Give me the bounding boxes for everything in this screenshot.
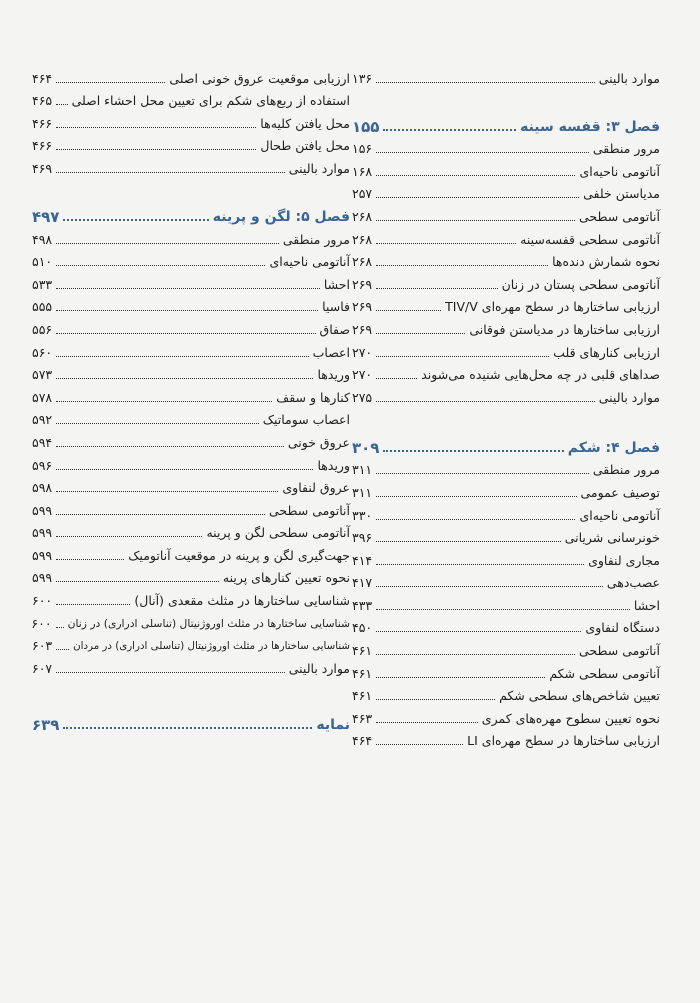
toc-entry <box>352 225 660 248</box>
page-number: ۵۹۲ <box>32 412 53 428</box>
toc-entry <box>32 248 350 271</box>
dot-leader <box>56 536 202 537</box>
page-number: ۴۶۴ <box>32 70 53 86</box>
toc-entry <box>352 569 660 592</box>
toc-entry <box>352 704 660 727</box>
dot-leader <box>376 175 575 176</box>
entry-title: آناتومی سطحی <box>579 643 660 659</box>
toc-entry <box>32 109 350 132</box>
page-number: ۵۱۰ <box>32 254 53 270</box>
entry-title: اعصاب <box>312 344 350 360</box>
entry-title: عروق خونی <box>287 434 350 450</box>
page-number: ۵۵۶ <box>32 321 53 337</box>
entry-title: شناسایی ساختارها در مثلث مقعدی (آنال) <box>134 593 350 609</box>
page-number: ۵۹۹ <box>32 547 53 563</box>
page-number: ۴۶۶ <box>32 138 53 154</box>
toc-entry <box>32 225 350 248</box>
entry-title: آناتومی ناحیه‌ای <box>579 163 660 179</box>
dot-leader <box>56 446 284 447</box>
page-number: ۱۶۸ <box>352 163 373 179</box>
dot-leader <box>376 197 579 198</box>
entry-title: ارزیابی ساختارها در مدیاستن فوقانی <box>469 321 660 337</box>
dot-leader <box>376 401 595 402</box>
entry-title: مجاری لنفاوی <box>588 552 660 568</box>
page-number: ۶۰۰ <box>32 593 53 609</box>
entry-title: جهت‌گیری لگن و پرینه در موقعیت آناتومیک <box>128 547 350 563</box>
dot-leader <box>63 727 312 729</box>
dot-leader <box>63 219 208 221</box>
page-number: ۶۳۹ <box>32 715 60 734</box>
page-number: ۶۰۷ <box>32 660 53 676</box>
entry-title: مرور منطقی <box>592 141 660 157</box>
toc-entry <box>352 456 660 479</box>
entry-title: تعیین شاخص‌های سطحی شکم <box>499 688 660 704</box>
dot-leader <box>56 627 64 628</box>
toc-entry <box>352 180 660 203</box>
dot-leader <box>383 129 516 131</box>
entry-title: عصب‌دهی <box>606 575 660 591</box>
toc-entry <box>32 315 350 338</box>
page-number: ۴۵۰ <box>352 620 373 636</box>
chapter-title: فصل ۵: لگن و پرینه <box>212 208 350 225</box>
section-spacer <box>352 406 660 430</box>
dot-leader <box>376 744 463 745</box>
dot-leader <box>376 265 548 266</box>
page-number: ۴۶۶ <box>32 115 53 131</box>
page-number: ۱۵۶ <box>352 141 373 157</box>
page-number: ۵۹۸ <box>32 480 53 496</box>
entry-title: احشا <box>323 276 350 292</box>
page-number: ۴۹۷ <box>32 207 60 226</box>
toc-entry <box>32 541 350 564</box>
entry-title: صفاق <box>319 321 350 337</box>
toc-entry <box>32 87 350 110</box>
page-number: ۴۶۵ <box>32 93 53 109</box>
dot-leader <box>56 82 165 83</box>
entry-title: دستگاه لنفاوی <box>585 620 660 636</box>
toc-entry <box>32 270 350 293</box>
dot-leader <box>56 172 285 173</box>
toc-entry <box>352 338 660 361</box>
dot-leader <box>56 423 259 424</box>
page-number: ۴۳۳ <box>352 597 373 613</box>
toc-entry <box>352 270 660 293</box>
entry-title: ارزیابی ساختارها در سطح مهره‌ای LI <box>467 733 660 749</box>
entry-title: ارزیابی کنارهای قلب <box>553 344 660 360</box>
toc-entry <box>352 157 660 180</box>
chapter-title: فصل ۴: شکم <box>567 439 660 456</box>
dot-leader <box>56 243 279 244</box>
dot-leader <box>376 220 575 221</box>
toc-entry <box>32 609 350 632</box>
entry-title: موارد بالینی <box>598 70 660 86</box>
dot-leader <box>376 356 549 357</box>
entry-title: موارد بالینی <box>288 160 350 176</box>
entry-title: نحوه تعیین کنارهای پرینه <box>222 570 350 586</box>
dot-leader <box>376 609 630 610</box>
page-number: ۴۶۱ <box>352 665 373 681</box>
page-number: ۴۶۴ <box>352 733 373 749</box>
toc-entry <box>352 727 660 750</box>
toc-entry <box>352 659 660 682</box>
page-number: ۵۹۶ <box>32 457 53 473</box>
dot-leader <box>376 699 495 700</box>
page-number: ۳۹۶ <box>352 530 373 546</box>
toc-entry <box>32 496 350 519</box>
entry-title: آناتومی سطحی پستان در زنان <box>501 276 660 292</box>
entry-title: نحوه تعیین سطوح مهره‌های کمری <box>481 710 660 726</box>
entry-title: توصیف عمومی <box>580 484 660 500</box>
chapter-heading <box>32 707 350 733</box>
toc-entry <box>32 654 350 677</box>
toc-entry <box>352 383 660 406</box>
entry-title: نحوه شمارش دنده‌ها <box>552 254 660 270</box>
dot-leader <box>56 604 130 605</box>
page-number: ۲۶۸ <box>352 231 373 247</box>
toc-entry <box>32 383 350 406</box>
toc-entry <box>32 132 350 155</box>
entry-title: شناسایی ساختارها در مثلث اوروژنیتال (تناسلی ادراری) در مردان <box>73 640 350 653</box>
page-number: ۲۷۰ <box>352 367 373 383</box>
dot-leader <box>376 654 575 655</box>
entry-title: موارد بالینی <box>598 389 660 405</box>
dot-leader <box>56 514 265 515</box>
chapter-heading <box>32 199 350 225</box>
entry-title: فاسیا <box>322 299 350 315</box>
dot-leader <box>56 288 320 289</box>
toc-entry <box>32 293 350 316</box>
entry-title: احشا <box>633 597 660 613</box>
page-number: ۳۱۱ <box>352 462 373 478</box>
page-number: ۴۶۱ <box>352 688 373 704</box>
dot-leader <box>376 288 497 289</box>
dot-leader <box>376 243 516 244</box>
page-number: ۶۰۳ <box>32 638 53 654</box>
page-number: ۵۷۸ <box>32 389 53 405</box>
dot-leader <box>56 378 313 379</box>
dot-leader <box>56 649 69 650</box>
page-number: ۵۹۹ <box>32 525 53 541</box>
chapter-heading <box>352 430 660 456</box>
toc-entry <box>352 135 660 158</box>
page-number: ۱۳۶ <box>352 70 373 86</box>
chapter-heading <box>352 109 660 135</box>
dot-leader <box>56 149 256 150</box>
section-spacer <box>352 87 660 109</box>
toc-entry <box>352 248 660 271</box>
dot-leader <box>56 401 272 402</box>
page-number: ۴۱۷ <box>352 575 373 591</box>
page-number: ۴۱۴ <box>352 552 373 568</box>
toc-entry <box>352 202 660 225</box>
dot-leader <box>56 333 315 334</box>
page-number: ۲۵۷ <box>352 186 373 202</box>
dot-leader <box>56 491 278 492</box>
page-number: ۲۶۸ <box>352 254 373 270</box>
entry-title: استفاده از ربع‌های شکم برای تعیین محل احشاء اصلی <box>71 93 350 109</box>
dot-leader <box>376 310 441 311</box>
toc-entry <box>352 478 660 501</box>
entry-title: آناتومی سطحی <box>579 208 660 224</box>
entry-title: مرور منطقی <box>282 231 350 247</box>
page-number: ۲۷۰ <box>352 344 373 360</box>
entry-title: آناتومی سطحی <box>269 502 350 518</box>
entry-title: آناتومی سطحی شکم <box>549 665 660 681</box>
entry-title: عروق لنفاوی <box>282 480 350 496</box>
entry-title: آناتومی سطحی لگن و پرینه <box>206 525 350 541</box>
dot-leader <box>56 104 67 105</box>
toc-entry <box>32 428 350 451</box>
page-number: ۳۱۱ <box>352 484 373 500</box>
toc-entry <box>32 406 350 429</box>
page-number: ۴۶۱ <box>352 643 373 659</box>
page-number: ۲۶۸ <box>352 208 373 224</box>
entry-title: ارزیابی ساختارها در سطح مهره‌ای TIV/V <box>445 299 660 315</box>
toc-entry <box>32 64 350 87</box>
page-number: ۴۶۹ <box>32 160 53 176</box>
toc-column-right <box>352 64 660 749</box>
page-number: ۵۹۹ <box>32 502 53 518</box>
toc-entry <box>32 154 350 177</box>
dot-leader <box>376 82 595 83</box>
toc-entry <box>32 586 350 609</box>
page-number: ۵۵۵ <box>32 299 53 315</box>
page-number: ۵۶۰ <box>32 344 53 360</box>
dot-leader <box>376 631 581 632</box>
toc-entry <box>32 632 350 655</box>
toc-entry <box>352 293 660 316</box>
entry-title: موارد بالینی <box>288 660 350 676</box>
toc-entry <box>352 682 660 705</box>
toc-entry <box>352 636 660 659</box>
toc-entry <box>352 64 660 87</box>
dot-leader <box>56 356 308 357</box>
entry-title: اعصاب سوماتیک <box>262 412 350 428</box>
page-number: ۳۰۹ <box>352 438 380 457</box>
toc-entry <box>32 474 350 497</box>
page-number: ۵۳۳ <box>32 276 53 292</box>
dot-leader <box>56 559 124 560</box>
dot-leader <box>56 310 318 311</box>
entry-title: خونرسانی شریانی <box>564 530 660 546</box>
page-number: ۴۶۳ <box>352 710 373 726</box>
dot-leader <box>56 127 256 128</box>
toc-entry <box>352 591 660 614</box>
page-number: ۱۵۵ <box>352 117 380 136</box>
dot-leader <box>56 469 313 470</box>
dot-leader <box>376 586 603 587</box>
entry-title: وریدها <box>317 457 350 473</box>
chapter-title: فصل ۳: قفسه سینه <box>520 118 660 135</box>
toc-entry <box>352 315 660 338</box>
toc-entry <box>32 338 350 361</box>
entry-title: آناتومی ناحیه‌ای <box>579 507 660 523</box>
section-spacer <box>32 177 350 199</box>
entry-title: ارزیابی موقعیت عروق خونی اصلی <box>169 70 350 86</box>
page-number: ۶۰۰ <box>31 615 52 631</box>
entry-title: مرور منطقی <box>592 462 660 478</box>
dot-leader <box>376 378 417 379</box>
toc-entry <box>32 564 350 587</box>
dot-leader <box>376 333 465 334</box>
dot-leader <box>56 672 285 673</box>
section-spacer <box>32 677 350 707</box>
page-number: ۵۹۴ <box>32 434 53 450</box>
entry-title: مدیاستن خلفی <box>583 186 660 202</box>
dot-leader <box>376 541 561 542</box>
dot-leader <box>376 473 589 474</box>
page-number: ۵۷۳ <box>32 367 53 383</box>
toc-entry <box>352 501 660 524</box>
entry-title: کنارها و سقف <box>276 389 350 405</box>
toc-entry <box>352 361 660 384</box>
dot-leader <box>376 496 576 497</box>
dot-leader <box>376 564 584 565</box>
dot-leader <box>376 677 545 678</box>
dot-leader <box>376 152 589 153</box>
page-number: ۲۷۵ <box>352 389 373 405</box>
dot-leader <box>383 450 563 452</box>
entry-title: صداهای قلبی در چه محل‌هایی شنیده می‌شوند <box>421 367 660 383</box>
toc-entry <box>32 451 350 474</box>
toc-column-left <box>32 64 350 733</box>
dot-leader <box>56 581 219 582</box>
toc-entry <box>352 546 660 569</box>
entry-title: آناتومی ناحیه‌ای <box>269 254 350 270</box>
toc-entry <box>352 524 660 547</box>
page-number: ۵۹۹ <box>32 570 53 586</box>
entry-title: وریدها <box>317 367 350 383</box>
entry-title: آناتومی سطحی قفسه‌سینه <box>520 231 660 247</box>
page-number: ۲۶۹ <box>352 321 373 337</box>
toc-entry <box>32 519 350 542</box>
dot-leader <box>376 519 575 520</box>
dot-leader <box>56 265 265 266</box>
toc-entry <box>352 614 660 637</box>
page-number: ۴۹۸ <box>32 231 53 247</box>
entry-title: محل یافتن کلیه‌ها <box>260 115 350 131</box>
entry-title: محل یافتن طحال <box>260 138 350 154</box>
page-number: ۲۶۹ <box>352 276 373 292</box>
page-number: ۳۳۰ <box>352 507 373 523</box>
toc-entry <box>32 361 350 384</box>
page-number: ۲۶۹ <box>352 299 373 315</box>
chapter-title: نمایه <box>316 716 350 733</box>
entry-title: شناسایی ساختارها در مثلث اوروژنیتال (تناسلی ادراری) در زنان <box>67 616 350 630</box>
dot-leader <box>376 722 478 723</box>
